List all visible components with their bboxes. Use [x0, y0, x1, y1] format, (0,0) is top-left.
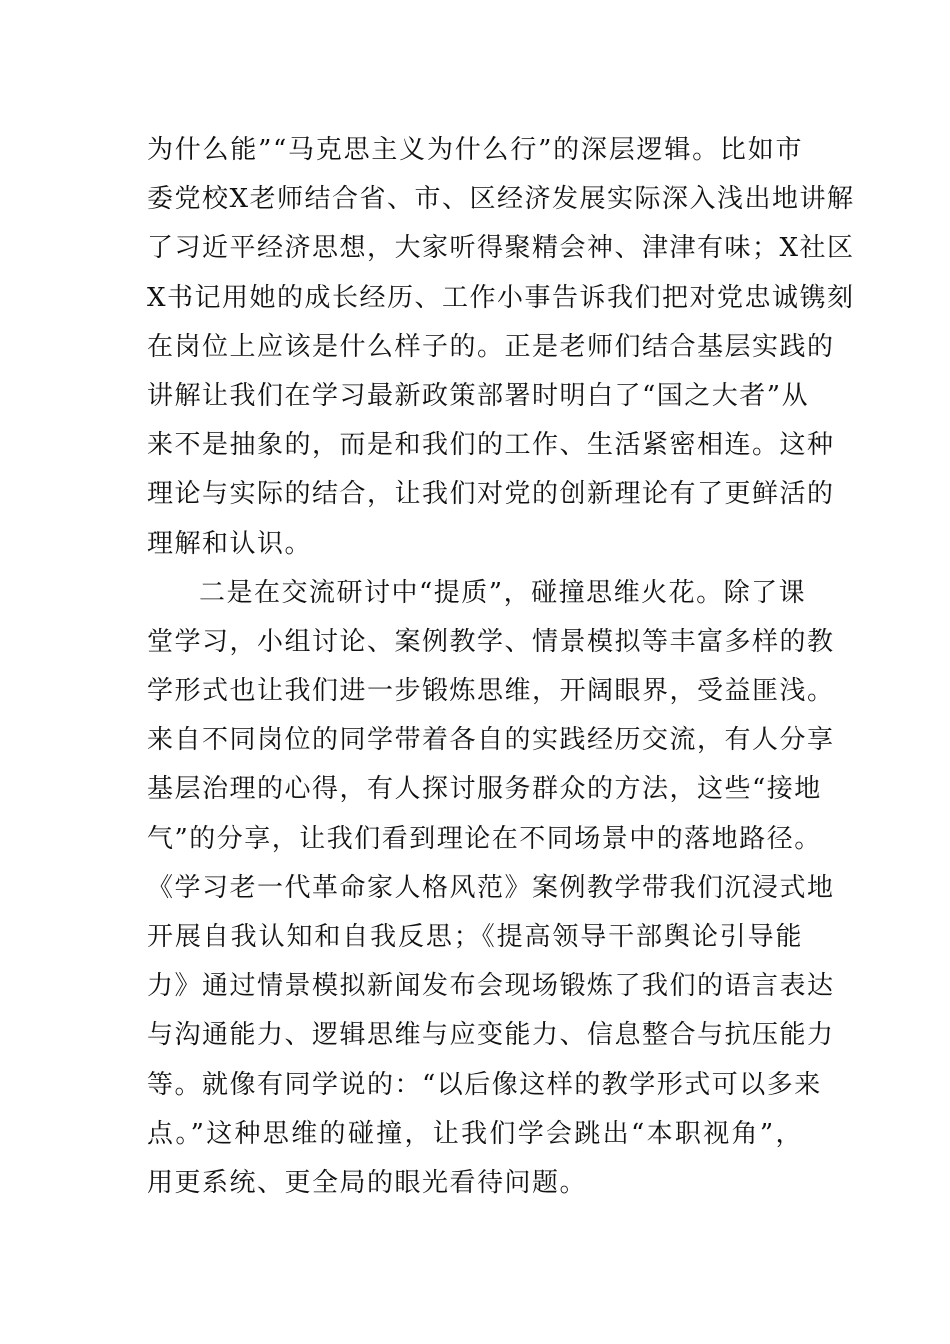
text-line: 了习近平经济思想，大家听得聚精会神、津津有味；X社区 [147, 233, 855, 264]
text-line: 气”的分享，让我们看到理论在不同场景中的落地路径。 [147, 823, 822, 854]
body-text [147, 126, 855, 1208]
paragraph-1 [147, 126, 855, 569]
text-line: 委党校X老师结合省、市、区经济发展实际深入浅出地讲解 [147, 184, 855, 215]
paragraph-2 [147, 569, 835, 1208]
text-line: 《学习老一代革命家人格风范》案例教学带我们沉浸式地 [147, 872, 835, 903]
text-line: 点。”这种思维的碰撞，让我们学会跳出“本职视角”， [147, 1118, 803, 1149]
text-line: 开展自我认知和自我反思；《提高领导干部舆论引导能 [147, 922, 803, 952]
text-line: 理论与实际的结合，让我们对党的创新理论有了更鲜活的 [147, 479, 835, 510]
text-line: 为什么能”“马克思主义为什么行”的深层逻辑。比如市 [147, 135, 803, 165]
text-line: 讲解让我们在学习最新政策部署时明白了“国之大者”从 [147, 380, 810, 411]
text-line: 基层治理的心得，有人探讨服务群众的方法，这些“接地 [147, 774, 822, 805]
text-line: 二是在交流研讨中“提质”，碰撞思维火花。除了课 [199, 577, 807, 608]
text-line: 在岗位上应该是什么样子的。正是老师们结合基层实践的 [147, 331, 835, 362]
text-line: 来不是抽象的，而是和我们的工作、生活紧密相连。这种 [147, 430, 835, 461]
text-line: 理解和认识。 [147, 528, 313, 559]
text-line: 力》通过情景模拟新闻发布会现场锻炼了我们的语言表达 [147, 971, 835, 1002]
text-line: X书记用她的成长经历、工作小事告诉我们把对党忠诚镌刻 [147, 282, 855, 313]
text-line: 堂学习，小组讨论、案例教学、情景模拟等丰富多样的教 [147, 626, 835, 657]
text-line: 用更系统、更全局的眼光看待问题。 [147, 1167, 588, 1198]
text-line: 与沟通能力、逻辑思维与应变能力、信息整合与抗压能力 [147, 1020, 835, 1051]
text-line: 来自不同岗位的同学带着各自的实践经历交流，有人分享 [147, 725, 835, 756]
text-line: 学形式也让我们进一步锻炼思维，开阔眼界，受益匪浅。 [147, 676, 835, 707]
text-line: 等。就像有同学说的：“以后像这样的教学形式可以多来 [147, 1069, 822, 1100]
